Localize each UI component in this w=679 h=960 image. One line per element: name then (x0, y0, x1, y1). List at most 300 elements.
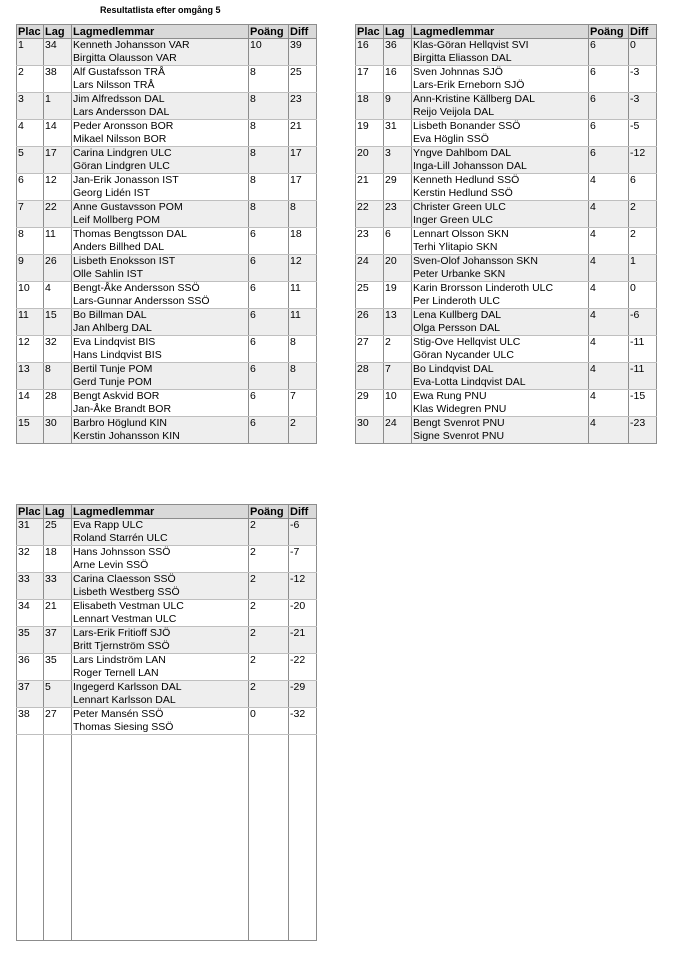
cell-points: 6 (249, 363, 289, 390)
table-row (356, 255, 657, 282)
member-name-2: Lisbeth Westberg SSÖ (73, 586, 180, 598)
cell-points: 6 (249, 255, 289, 282)
cell-members (72, 93, 249, 120)
cell-points: 2 (249, 573, 289, 600)
member-name-2: Lennart Karlsson DAL (73, 694, 176, 706)
header-plac: Plac (17, 25, 44, 39)
cell-plac: 17 (356, 66, 384, 93)
member-name-2: Olga Persson DAL (413, 322, 500, 334)
table-row (17, 93, 317, 120)
results-table-3 (16, 504, 317, 941)
member-name-2: Kerstin Johansson KIN (73, 430, 180, 442)
member-name-1: Peter Mansén SSÖ (73, 708, 164, 720)
table-row (17, 417, 317, 444)
member-name-2: Inga-Lill Johansson DAL (413, 160, 527, 172)
cell-diff: 1 (629, 255, 657, 282)
empty-cell (17, 735, 44, 941)
member-name-2: Arne Levin SSÖ (73, 559, 149, 571)
cell-diff: 18 (289, 228, 317, 255)
cell-members (72, 147, 249, 174)
cell-plac: 11 (17, 309, 44, 336)
header-lag: Lag (44, 25, 72, 39)
cell-members (72, 255, 249, 282)
cell-diff: 2 (289, 417, 317, 444)
cell-members (72, 546, 249, 573)
cell-plac: 23 (356, 228, 384, 255)
member-name-2: Peter Urbanke SKN (413, 268, 506, 280)
member-name-1: Alf Gustafsson TRÅ (73, 66, 166, 78)
member-name-1: Lena Kullberg DAL (413, 309, 502, 321)
header-plac: Plac (17, 505, 44, 519)
cell-diff: 11 (289, 282, 317, 309)
cell-points: 2 (249, 600, 289, 627)
table-row (17, 120, 317, 147)
cell-lag: 35 (44, 654, 72, 681)
cell-lag: 21 (44, 600, 72, 627)
cell-plac: 28 (356, 363, 384, 390)
cell-lag: 17 (44, 147, 72, 174)
cell-diff: 17 (289, 174, 317, 201)
cell-points: 0 (249, 708, 289, 735)
cell-lag: 16 (384, 66, 412, 93)
cell-lag: 30 (44, 417, 72, 444)
member-name-2: Birgitta Eliasson DAL (413, 52, 512, 64)
cell-members (72, 201, 249, 228)
cell-lag: 36 (384, 39, 412, 66)
cell-lag: 19 (384, 282, 412, 309)
cell-points: 6 (249, 309, 289, 336)
cell-plac: 16 (356, 39, 384, 66)
member-name-2: Eva Höglin SSÖ (413, 133, 489, 145)
member-name-1: Carina Claesson SSÖ (73, 573, 176, 585)
cell-diff: -6 (629, 309, 657, 336)
cell-members (72, 390, 249, 417)
header-members: Lagmedlemmar (412, 25, 589, 39)
cell-diff: 2 (629, 228, 657, 255)
member-name-2: Lars-Erik Erneborn SJÖ (413, 79, 525, 91)
cell-points: 2 (249, 681, 289, 708)
cell-diff: 39 (289, 39, 317, 66)
member-name-1: Bo Lindqvist DAL (413, 363, 494, 375)
cell-points: 8 (249, 120, 289, 147)
table-row (17, 708, 317, 735)
cell-lag: 18 (44, 546, 72, 573)
cell-members (72, 417, 249, 444)
cell-lag: 28 (44, 390, 72, 417)
member-name-2: Klas Widegren PNU (413, 403, 507, 415)
table-row (356, 39, 657, 66)
member-name-1: Ewa Rung PNU (413, 390, 487, 402)
member-name-2: Eva-Lotta Lindqvist DAL (413, 376, 526, 388)
cell-members (72, 363, 249, 390)
cell-plac: 8 (17, 228, 44, 255)
cell-plac: 29 (356, 390, 384, 417)
cell-lag: 20 (384, 255, 412, 282)
cell-diff: -3 (629, 93, 657, 120)
cell-members (412, 66, 589, 93)
cell-members (72, 600, 249, 627)
cell-members (72, 573, 249, 600)
cell-lag: 22 (44, 201, 72, 228)
cell-plac: 31 (17, 519, 44, 546)
cell-points: 8 (249, 66, 289, 93)
cell-members (72, 519, 249, 546)
cell-points: 6 (589, 147, 629, 174)
cell-plac: 34 (17, 600, 44, 627)
member-name-1: Thomas Bengtsson DAL (73, 228, 187, 240)
cell-lag: 24 (384, 417, 412, 444)
cell-members (72, 282, 249, 309)
table-row (17, 600, 317, 627)
cell-plac: 15 (17, 417, 44, 444)
cell-plac: 20 (356, 147, 384, 174)
member-name-2: Reijo Veijola DAL (413, 106, 495, 118)
table-row (17, 573, 317, 600)
cell-points: 6 (249, 390, 289, 417)
member-name-2: Thomas Siesing SSÖ (73, 721, 174, 733)
member-name-2: Olle Sahlin IST (73, 268, 144, 280)
header-points: Poäng (249, 505, 289, 519)
cell-members (72, 708, 249, 735)
cell-members (412, 93, 589, 120)
cell-members (412, 390, 589, 417)
cell-members (412, 147, 589, 174)
member-name-1: Ann-Kristine Källberg DAL (413, 93, 535, 105)
cell-points: 10 (249, 39, 289, 66)
results-table-1 (16, 24, 317, 444)
cell-diff: 8 (289, 336, 317, 363)
empty-cell (72, 735, 249, 941)
cell-points: 6 (589, 93, 629, 120)
header-points: Poäng (249, 25, 289, 39)
cell-diff: 11 (289, 309, 317, 336)
table-row (17, 228, 317, 255)
member-name-1: Ingegerd Karlsson DAL (73, 681, 182, 693)
cell-plac: 26 (356, 309, 384, 336)
cell-diff: 8 (289, 363, 317, 390)
cell-diff: -11 (629, 363, 657, 390)
results-table-2 (355, 24, 657, 444)
cell-points: 2 (249, 627, 289, 654)
cell-lag: 15 (44, 309, 72, 336)
cell-diff: -12 (289, 573, 317, 600)
member-name-2: Roland Starrén ULC (73, 532, 168, 544)
cell-diff: 21 (289, 120, 317, 147)
cell-members (72, 39, 249, 66)
cell-members (72, 66, 249, 93)
header-lag: Lag (384, 25, 412, 39)
member-name-2: Signe Svenrot PNU (413, 430, 505, 442)
cell-diff: -23 (629, 417, 657, 444)
table-row (17, 174, 317, 201)
cell-diff: -5 (629, 120, 657, 147)
cell-plac: 35 (17, 627, 44, 654)
member-name-2: Göran Nycander ULC (413, 349, 514, 361)
cell-plac: 22 (356, 201, 384, 228)
member-name-1: Yngve Dahlbom DAL (413, 147, 512, 159)
member-name-1: Stig-Ove Hellqvist ULC (413, 336, 521, 348)
member-name-1: Hans Johnsson SSÖ (73, 546, 171, 558)
table-row (17, 147, 317, 174)
cell-plac: 38 (17, 708, 44, 735)
cell-lag: 33 (44, 573, 72, 600)
member-name-2: Gerd Tunje POM (73, 376, 152, 388)
cell-points: 6 (589, 120, 629, 147)
member-name-2: Birgitta Olausson VAR (73, 52, 177, 64)
table-row (356, 174, 657, 201)
table-row (17, 309, 317, 336)
page-title: Resultatlista efter omgång 5 (100, 5, 221, 15)
cell-diff: -12 (629, 147, 657, 174)
member-name-1: Anne Gustavsson POM (73, 201, 183, 213)
member-name-2: Jan-Åke Brandt BOR (73, 403, 172, 415)
member-name-1: Bengt Askvid BOR (73, 390, 160, 402)
cell-lag: 6 (384, 228, 412, 255)
member-name-2: Inger Green ULC (413, 214, 493, 226)
member-name-2: Leif Mollberg POM (73, 214, 160, 226)
member-name-2: Britt Tjernström SSÖ (73, 640, 170, 652)
cell-lag: 38 (44, 66, 72, 93)
table-row (17, 627, 317, 654)
member-name-1: Bengt Svenrot PNU (413, 417, 505, 429)
cell-diff: -22 (289, 654, 317, 681)
table-row (356, 201, 657, 228)
cell-lag: 7 (384, 363, 412, 390)
member-name-1: Lisbeth Bonander SSÖ (413, 120, 521, 132)
member-name-1: Bertil Tunje POM (73, 363, 153, 375)
cell-plac: 7 (17, 201, 44, 228)
table-header-row (356, 25, 657, 39)
cell-plac: 3 (17, 93, 44, 120)
member-name-1: Jim Alfredsson DAL (73, 93, 165, 105)
member-name-1: Karin Brorsson Linderoth ULC (413, 282, 554, 294)
member-name-1: Eva Lindqvist BIS (73, 336, 156, 348)
table-header-row (17, 25, 317, 39)
cell-members (72, 228, 249, 255)
table-row (356, 309, 657, 336)
cell-members (72, 654, 249, 681)
cell-lag: 13 (384, 309, 412, 336)
member-name-1: Lars Lindström LAN (73, 654, 166, 666)
cell-diff: -11 (629, 336, 657, 363)
cell-members (412, 363, 589, 390)
table-row (356, 66, 657, 93)
member-name-2: Kerstin Hedlund SSÖ (413, 187, 513, 199)
member-name-2: Terhi Ylitapio SKN (413, 241, 498, 253)
cell-lag: 5 (44, 681, 72, 708)
cell-diff: -7 (289, 546, 317, 573)
cell-plac: 13 (17, 363, 44, 390)
cell-plac: 14 (17, 390, 44, 417)
member-name-1: Lennart Olsson SKN (413, 228, 509, 240)
member-name-1: Sven Johnnas SJÖ (413, 66, 503, 78)
cell-members (72, 174, 249, 201)
table-row (17, 654, 317, 681)
member-name-1: Barbro Höglund KIN (73, 417, 167, 429)
cell-plac: 32 (17, 546, 44, 573)
cell-diff: 17 (289, 147, 317, 174)
cell-plac: 25 (356, 282, 384, 309)
cell-diff: 12 (289, 255, 317, 282)
cell-diff: -20 (289, 600, 317, 627)
cell-lag: 10 (384, 390, 412, 417)
cell-lag: 29 (384, 174, 412, 201)
header-lag: Lag (44, 505, 72, 519)
cell-points: 4 (589, 201, 629, 228)
table-row (17, 390, 317, 417)
cell-lag: 34 (44, 39, 72, 66)
cell-points: 2 (249, 546, 289, 573)
cell-points: 6 (589, 39, 629, 66)
cell-lag: 1 (44, 93, 72, 120)
member-name-2: Anders Billhed DAL (73, 241, 165, 253)
header-plac: Plac (356, 25, 384, 39)
cell-lag: 14 (44, 120, 72, 147)
cell-lag: 3 (384, 147, 412, 174)
table-header-row (17, 505, 317, 519)
cell-diff: -3 (629, 66, 657, 93)
table-row (356, 147, 657, 174)
header-diff: Diff (629, 25, 657, 39)
member-name-1: Elisabeth Vestman ULC (73, 600, 184, 612)
cell-points: 6 (249, 417, 289, 444)
empty-row (17, 735, 317, 941)
header-members: Lagmedlemmar (72, 25, 249, 39)
cell-plac: 30 (356, 417, 384, 444)
cell-plac: 9 (17, 255, 44, 282)
table-row (17, 363, 317, 390)
cell-diff: 25 (289, 66, 317, 93)
cell-points: 8 (249, 93, 289, 120)
member-name-1: Eva Rapp ULC (73, 519, 144, 531)
empty-cell (289, 735, 317, 941)
member-name-1: Jan-Erik Jonasson IST (73, 174, 179, 186)
empty-cell (44, 735, 72, 941)
member-name-1: Christer Green ULC (413, 201, 506, 213)
member-name-2: Lennart Vestman ULC (73, 613, 177, 625)
cell-lag: 31 (384, 120, 412, 147)
cell-points: 6 (249, 228, 289, 255)
cell-plac: 19 (356, 120, 384, 147)
cell-diff: 0 (629, 39, 657, 66)
cell-lag: 25 (44, 519, 72, 546)
cell-diff: 8 (289, 201, 317, 228)
cell-diff: 7 (289, 390, 317, 417)
cell-lag: 27 (44, 708, 72, 735)
table-row (17, 66, 317, 93)
cell-diff: 23 (289, 93, 317, 120)
header-diff: Diff (289, 505, 317, 519)
member-name-1: Carina Lindgren ULC (73, 147, 172, 159)
cell-points: 6 (249, 282, 289, 309)
cell-points: 4 (589, 336, 629, 363)
member-name-1: Kenneth Johansson VAR (73, 39, 190, 51)
cell-diff: 0 (629, 282, 657, 309)
table-row (356, 363, 657, 390)
table-row (17, 336, 317, 363)
table-row (356, 282, 657, 309)
cell-lag: 12 (44, 174, 72, 201)
cell-members (412, 201, 589, 228)
cell-lag: 26 (44, 255, 72, 282)
table-row (17, 681, 317, 708)
table-row (17, 255, 317, 282)
cell-members (72, 627, 249, 654)
cell-points: 8 (249, 147, 289, 174)
cell-members (412, 120, 589, 147)
cell-plac: 27 (356, 336, 384, 363)
cell-diff: 6 (629, 174, 657, 201)
cell-diff: -15 (629, 390, 657, 417)
cell-points: 8 (249, 201, 289, 228)
table-row (356, 93, 657, 120)
cell-points: 2 (249, 519, 289, 546)
cell-members (412, 39, 589, 66)
member-name-1: Sven-Olof Johansson SKN (413, 255, 538, 267)
cell-plac: 24 (356, 255, 384, 282)
table-row (17, 201, 317, 228)
cell-plac: 36 (17, 654, 44, 681)
cell-members (72, 681, 249, 708)
member-name-1: Bengt-Åke Andersson SSÖ (73, 282, 200, 294)
member-name-1: Klas-Göran Hellqvist SVI (413, 39, 529, 51)
table-row (17, 39, 317, 66)
cell-diff: -32 (289, 708, 317, 735)
cell-members (72, 120, 249, 147)
cell-diff: -29 (289, 681, 317, 708)
cell-members (412, 174, 589, 201)
cell-points: 4 (589, 228, 629, 255)
member-name-2: Per Linderoth ULC (413, 295, 500, 307)
cell-plac: 21 (356, 174, 384, 201)
member-name-1: Lars-Erik Fritioff SJÖ (73, 627, 171, 639)
member-name-2: Göran Lindgren ULC (73, 160, 170, 172)
cell-plac: 33 (17, 573, 44, 600)
table-row (17, 519, 317, 546)
cell-members (412, 255, 589, 282)
table-row (356, 120, 657, 147)
cell-points: 6 (249, 336, 289, 363)
header-diff: Diff (289, 25, 317, 39)
empty-cell (249, 735, 289, 941)
cell-points: 4 (589, 309, 629, 336)
cell-points: 4 (589, 390, 629, 417)
cell-lag: 32 (44, 336, 72, 363)
cell-lag: 9 (384, 93, 412, 120)
member-name-1: Bo Billman DAL (73, 309, 147, 321)
cell-points: 4 (589, 282, 629, 309)
cell-plac: 6 (17, 174, 44, 201)
member-name-2: Lars Andersson DAL (73, 106, 170, 118)
table-row (356, 390, 657, 417)
member-name-2: Roger Ternell LAN (73, 667, 159, 679)
cell-points: 8 (249, 174, 289, 201)
member-name-2: Mikael Nilsson BOR (73, 133, 167, 145)
table-row (356, 336, 657, 363)
member-name-2: Georg Lidén IST (73, 187, 151, 199)
cell-points: 4 (589, 417, 629, 444)
cell-points: 6 (589, 66, 629, 93)
cell-lag: 8 (44, 363, 72, 390)
member-name-1: Peder Aronsson BOR (73, 120, 174, 132)
cell-members (412, 417, 589, 444)
cell-diff: -6 (289, 519, 317, 546)
member-name-2: Hans Lindqvist BIS (73, 349, 162, 361)
cell-members (412, 282, 589, 309)
header-members: Lagmedlemmar (72, 505, 249, 519)
cell-lag: 37 (44, 627, 72, 654)
cell-lag: 4 (44, 282, 72, 309)
